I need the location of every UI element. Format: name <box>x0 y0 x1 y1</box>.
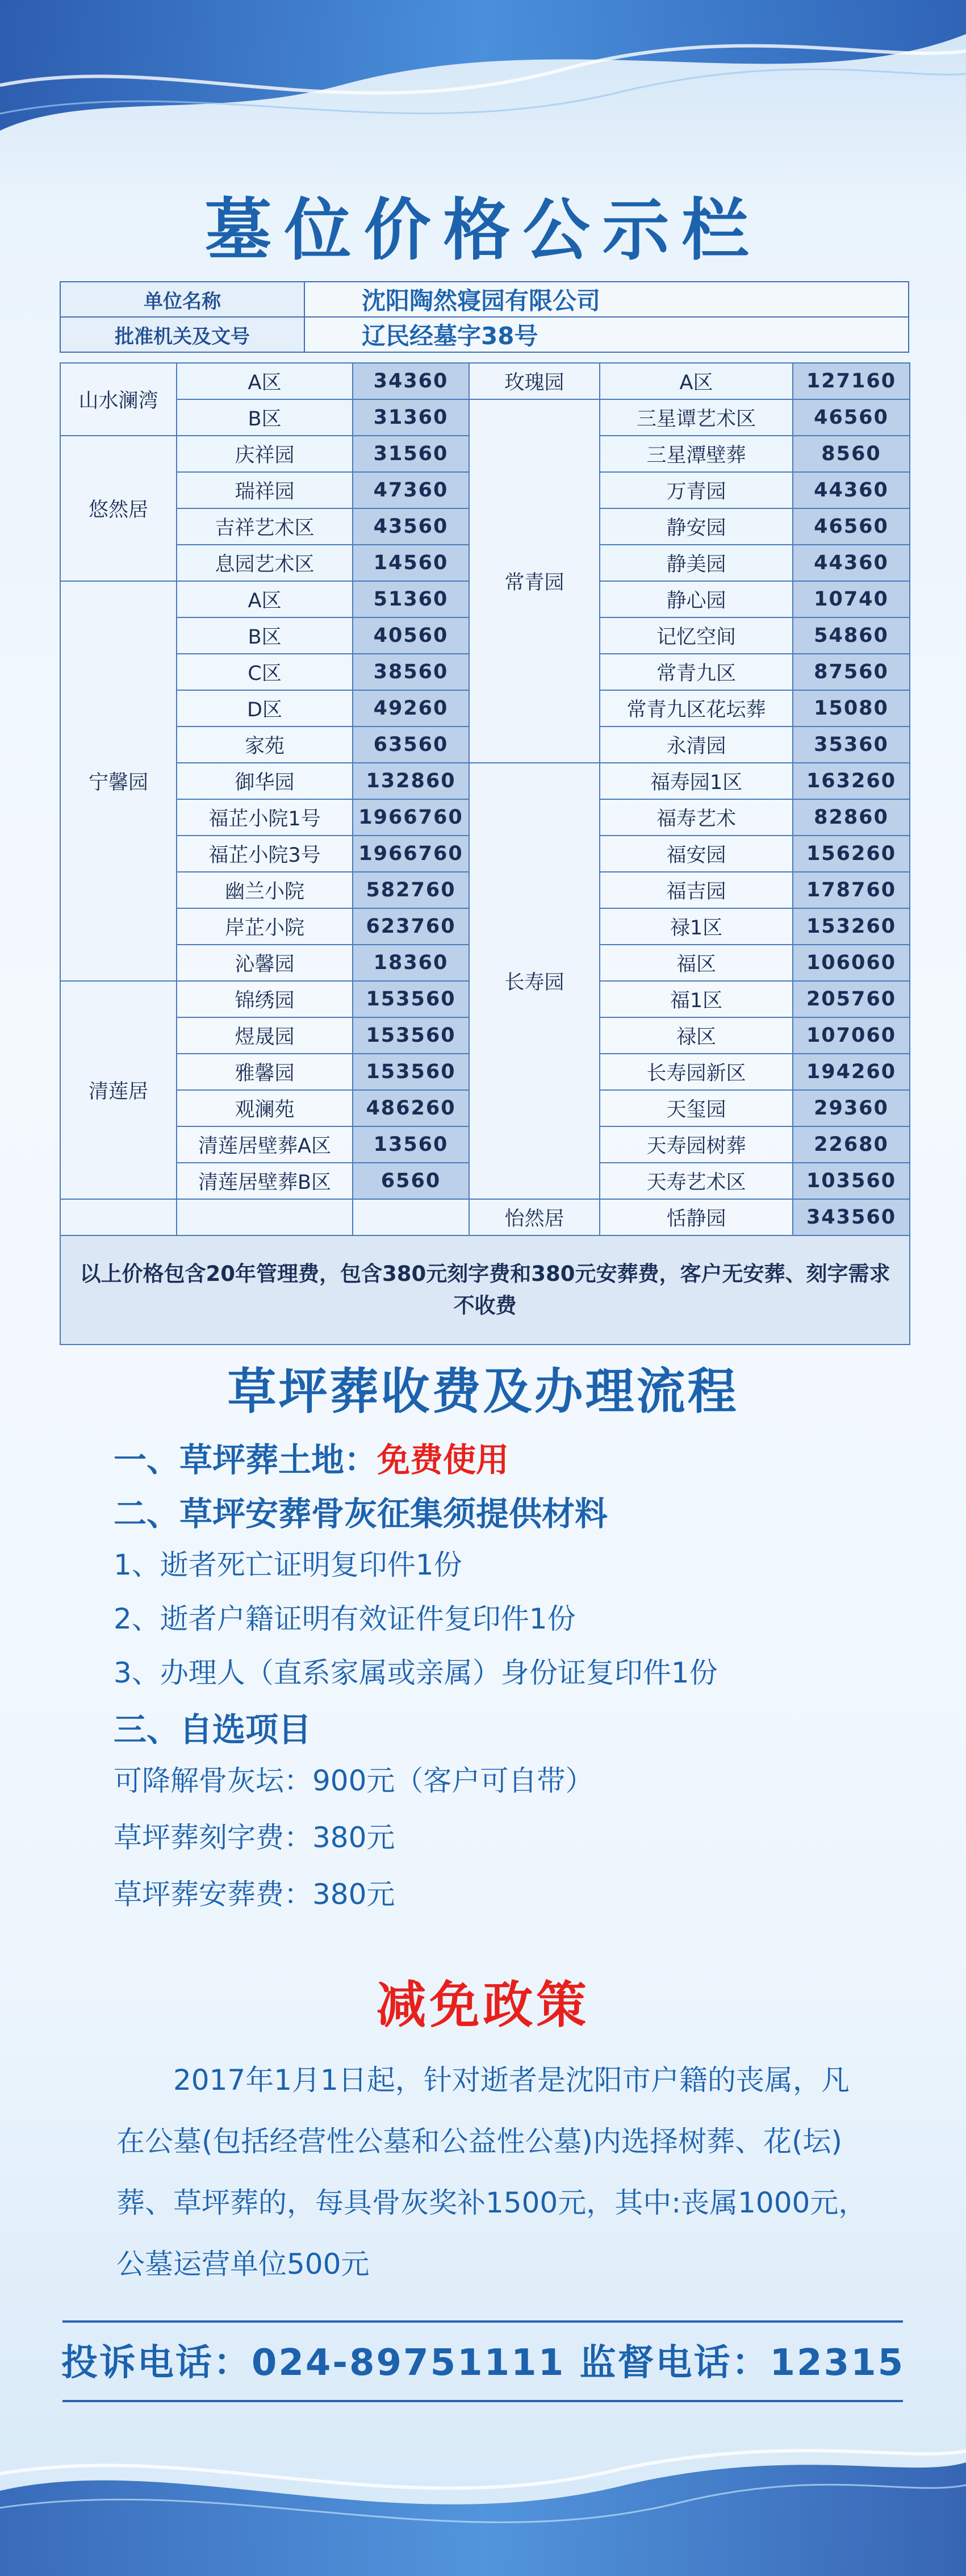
area-cell: 禄区 <box>600 1017 793 1054</box>
price-cell: 486260 <box>353 1090 469 1126</box>
area-cell: A区 <box>177 581 353 617</box>
bottom-wave-decoration <box>0 2428 966 2576</box>
price-cell: 153560 <box>353 1017 469 1054</box>
area-cell: 静安园 <box>600 508 793 545</box>
price-cell: 34360 <box>353 363 469 399</box>
contact-phones: 投诉电话：024-89751111 监督电话：12315 <box>61 2342 905 2384</box>
price-cell: 13560 <box>353 1126 469 1163</box>
area-cell: 清莲居壁葬A区 <box>177 1126 353 1163</box>
area-cell: 息园艺术区 <box>177 545 353 581</box>
unit-value: 沈阳陶然寝园有限公司 <box>304 282 909 317</box>
price-cell: 29360 <box>793 1090 910 1126</box>
price-cell: 46560 <box>793 399 910 436</box>
page-title: 墓位价格公示栏 <box>204 191 762 269</box>
area-cell: 天玺园 <box>600 1090 793 1126</box>
contact-top-rule <box>62 2320 903 2323</box>
approval-value: 辽民经墓字38号 <box>304 317 909 352</box>
price-cell: 194260 <box>793 1054 910 1090</box>
price-cell: 35360 <box>793 727 910 763</box>
note-row <box>60 1235 910 1345</box>
price-cell: 1966760 <box>353 836 469 872</box>
area-cell: 恬静园 <box>600 1199 793 1235</box>
area-cell: 福寿园1区 <box>600 763 793 799</box>
material-item-3: 3、办理人（直系家属或亲属）身份证复印件1份 <box>114 1656 718 1689</box>
area-cell: A区 <box>177 363 353 399</box>
price-cell: 44360 <box>793 545 910 581</box>
material-item-1: 1、逝者死亡证明复印件1份 <box>114 1548 462 1581</box>
area-cell: 记忆空间 <box>600 617 793 654</box>
table-row <box>60 1199 910 1235</box>
price-cell: 31560 <box>353 436 469 472</box>
price-cell: 8560 <box>793 436 910 472</box>
area-cell: 清莲居壁葬B区 <box>177 1163 353 1199</box>
price-table <box>60 362 910 1345</box>
price-cell: 40560 <box>353 617 469 654</box>
price-cell: 153560 <box>353 1054 469 1090</box>
area-cell: 岸芷小院 <box>177 908 353 945</box>
area-cell: B区 <box>177 617 353 654</box>
group-cell: 山水澜湾 <box>60 363 177 436</box>
price-cell: 43560 <box>353 508 469 545</box>
empty-cell <box>177 1199 353 1235</box>
area-cell: A区 <box>600 363 793 399</box>
info-table <box>60 281 909 353</box>
area-cell: 长寿园新区 <box>600 1054 793 1090</box>
table-row <box>60 363 910 399</box>
area-cell: 福芷小院3号 <box>177 836 353 872</box>
area-cell: 煜晟园 <box>177 1017 353 1054</box>
price-cell: 44360 <box>793 472 910 508</box>
price-cell: 6560 <box>353 1163 469 1199</box>
price-cell: 63560 <box>353 727 469 763</box>
price-cell: 49260 <box>353 690 469 727</box>
area-cell: 三星潭壁葬 <box>600 436 793 472</box>
area-cell: 静心园 <box>600 581 793 617</box>
area-cell: 御华园 <box>177 763 353 799</box>
option-item-2: 草坪葬刻字费：380元 <box>114 1821 395 1854</box>
group-cell: 清莲居 <box>60 981 177 1199</box>
price-cell: 103560 <box>793 1163 910 1199</box>
empty-cell <box>60 1199 177 1235</box>
area-cell: 瑞祥园 <box>177 472 353 508</box>
lawn-land-label: 一、草坪葬土地： <box>114 1441 378 1479</box>
area-cell: 天寿艺术区 <box>600 1163 793 1199</box>
price-cell: 107060 <box>793 1017 910 1054</box>
policy-body: 2017年1月1日起，针对逝者是沈阳市户籍的丧属，凡在公墓(包括经营性公墓和公益性公墓)内选择树葬、花(坛)葬、草坪葬的，每具骨灰奖补1500元，其中:丧属1000元，公墓运营单位500元 <box>116 2064 867 2281</box>
table-row <box>60 763 910 799</box>
price-cell: 18360 <box>353 945 469 981</box>
price-cell: 127160 <box>793 363 910 399</box>
price-cell: 106060 <box>793 945 910 981</box>
area-cell: D区 <box>177 690 353 727</box>
area-cell: 家苑 <box>177 727 353 763</box>
price-cell: 15080 <box>793 690 910 727</box>
price-cell: 31360 <box>353 399 469 436</box>
area-cell: 静美园 <box>600 545 793 581</box>
area-cell: 禄1区 <box>600 908 793 945</box>
price-cell: 22680 <box>793 1126 910 1163</box>
area-cell: 沁馨园 <box>177 945 353 981</box>
area-cell: 福吉园 <box>600 872 793 908</box>
area-cell: 雅馨园 <box>177 1054 353 1090</box>
area-cell: 万青园 <box>600 472 793 508</box>
price-note: 以上价格包含20年管理费，包含380元刻字费和380元安葬费，客户无安葬、刻字需求不收费 <box>60 1235 910 1345</box>
area-cell: 观澜苑 <box>177 1090 353 1126</box>
option-item-1: 可降解骨灰坛：900元（客户可自带） <box>114 1764 594 1797</box>
price-cell: 205760 <box>793 981 910 1017</box>
area-cell: 天寿园树葬 <box>600 1126 793 1163</box>
area-cell: 庆祥园 <box>177 436 353 472</box>
area-cell: B区 <box>177 399 353 436</box>
optional-heading: 三、自选项目 <box>114 1710 312 1749</box>
group-cell: 怡然居 <box>469 1199 600 1235</box>
price-cell: 623760 <box>353 908 469 945</box>
price-cell: 1966760 <box>353 799 469 836</box>
area-cell: 永清园 <box>600 727 793 763</box>
top-wave-decoration <box>0 0 966 170</box>
price-cell: 132860 <box>353 763 469 799</box>
contact-bottom-rule <box>62 2400 903 2402</box>
lawn-land-free: 免费使用 <box>377 1441 509 1479</box>
area-cell: 三星谭艺术区 <box>600 399 793 436</box>
area-cell: 福芷小院1号 <box>177 799 353 836</box>
price-cell: 582760 <box>353 872 469 908</box>
area-cell: 吉祥艺术区 <box>177 508 353 545</box>
price-cell: 82860 <box>793 799 910 836</box>
price-cell: 153260 <box>793 908 910 945</box>
area-cell: C区 <box>177 654 353 690</box>
area-cell: 福区 <box>600 945 793 981</box>
area-cell: 常青九区 <box>600 654 793 690</box>
area-cell: 福安园 <box>600 836 793 872</box>
price-cell: 38560 <box>353 654 469 690</box>
area-cell: 常青九区花坛葬 <box>600 690 793 727</box>
unit-label: 单位名称 <box>60 282 304 317</box>
lawn-land-heading <box>114 1437 509 1483</box>
group-cell: 悠然居 <box>60 436 177 581</box>
price-cell: 14560 <box>353 545 469 581</box>
group-cell: 常青园 <box>469 399 600 763</box>
table-row <box>60 399 910 436</box>
material-item-2: 2、逝者户籍证明有效证件复印件1份 <box>114 1602 576 1635</box>
option-item-3: 草坪葬安葬费：380元 <box>114 1878 395 1911</box>
area-cell: 福寿艺术 <box>600 799 793 836</box>
price-cell: 343560 <box>793 1199 910 1235</box>
group-cell: 玫瑰园 <box>469 363 600 399</box>
price-cell: 10740 <box>793 581 910 617</box>
price-cell: 178760 <box>793 872 910 908</box>
price-cell: 46560 <box>793 508 910 545</box>
group-cell: 长寿园 <box>469 763 600 1199</box>
price-cell: 156260 <box>793 836 910 872</box>
area-cell: 福1区 <box>600 981 793 1017</box>
price-cell: 51360 <box>353 581 469 617</box>
approval-label: 批准机关及文号 <box>60 317 304 352</box>
price-cell: 47360 <box>353 472 469 508</box>
empty-cell <box>353 1199 469 1235</box>
lawn-section-title: 草坪葬收费及办理流程 <box>227 1363 739 1420</box>
group-cell: 宁馨园 <box>60 581 177 981</box>
price-cell: 163260 <box>793 763 910 799</box>
price-cell: 87560 <box>793 654 910 690</box>
area-cell: 锦绣园 <box>177 981 353 1017</box>
price-cell: 54860 <box>793 617 910 654</box>
price-cell: 153560 <box>353 981 469 1017</box>
materials-heading: 二、草坪安葬骨灰征集须提供材料 <box>114 1494 608 1533</box>
policy-title: 减免政策 <box>376 1976 590 2034</box>
area-cell: 幽兰小院 <box>177 872 353 908</box>
